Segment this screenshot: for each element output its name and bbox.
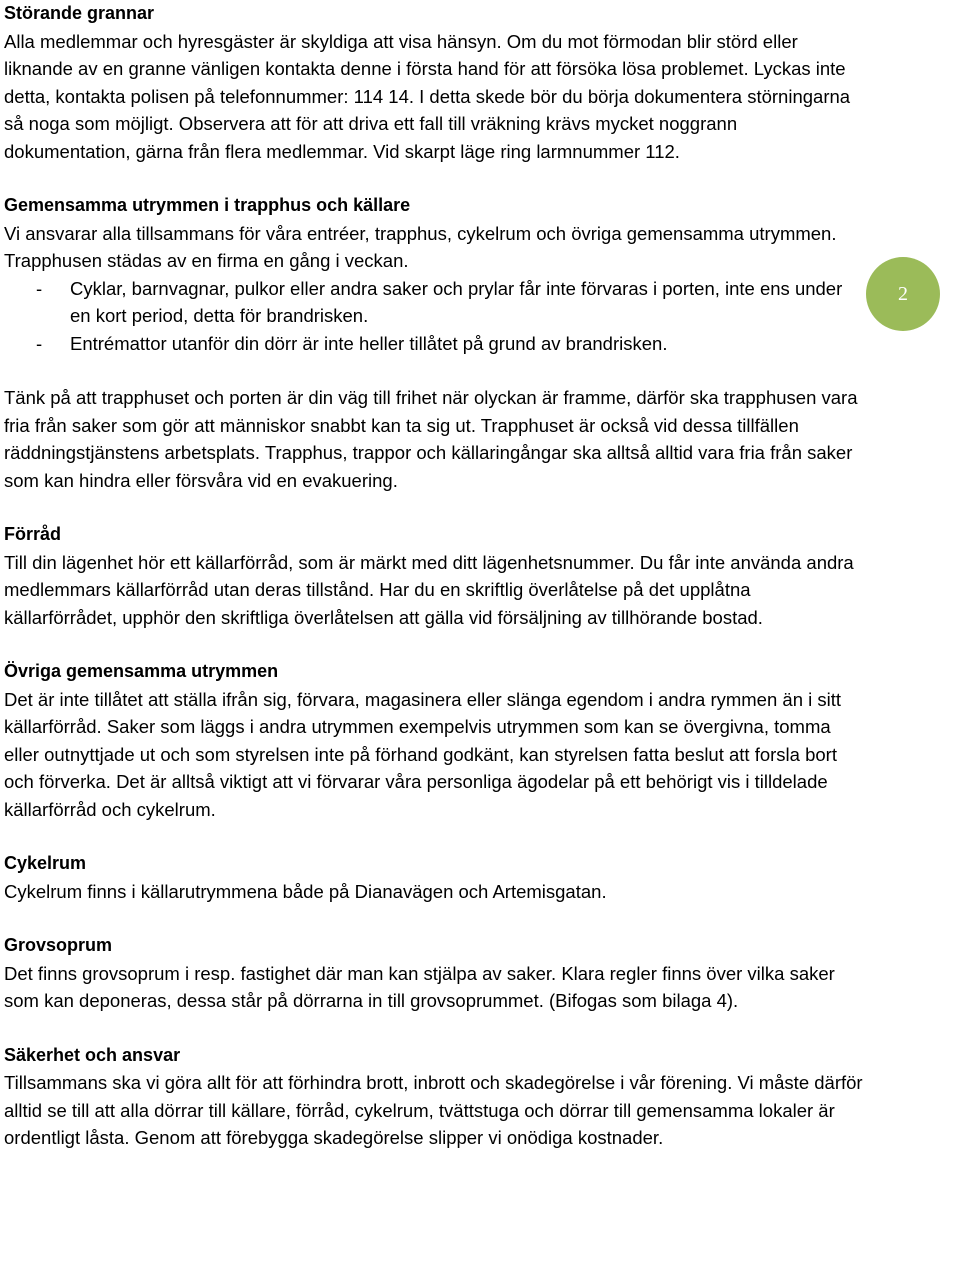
section-body: Det finns grovsoprum i resp. fastighet där man kan stjälpa av saker. Klara regler finns över vilka saker som kan deponeras, dessa står på dörrarna in till grovsoprummet. (Bifogas som bilaga 4). — [4, 962, 835, 1011]
section-heading: Säkerhet och ansvar — [4, 1044, 181, 1065]
document-page — [4, 0, 864, 1179]
section-heading: Förråd — [4, 524, 62, 544]
section-heading: Cykelrum — [4, 853, 87, 873]
section-body: Alla medlemmar och hyresgäster är skyldiga att visa hänsyn. Om du mot förmodan blir störd eller liknande av en granne vänligen kontakta denne i första hand för att försöka lösa problemet. Lyckas inte detta, kontakta polisen på telefonnummer: 114 14. I detta skede bör du börja dokumentera störningarna så noga som möjligt. Observera att för att driva ett fall till vräkning krävs mycket noggrann dokumentation, gärna från flera medlemmar. Vid skarpt läge ring larmnummer 112. — [4, 30, 851, 162]
section-trapphus — [4, 384, 864, 494]
list-item-text: Entrémattor utanför din dörr är inte heller tillåtet på grund av brandrisken. — [70, 332, 668, 354]
section-body: Vi ansvarar alla tillsammans för våra entréer, trapphus, cykelrum och övriga gemensamma utrymmen. Trapphusen städas av en firma en gång i veckan. — [4, 222, 837, 271]
section-heading: Störande grannar — [4, 3, 155, 23]
section-heading: Grovsoprum — [4, 935, 113, 955]
list-item-text: Cyklar, barnvagnar, pulkor eller andra saker och prylar får inte förvaras i porten, inte ens under en kort period, detta för brandrisken. — [70, 277, 843, 326]
section-forrad — [4, 521, 864, 631]
bullet-dash: - — [36, 277, 43, 299]
section-grovsoprum — [4, 932, 864, 1015]
section-gemensamma-utrymmen — [4, 192, 864, 357]
section-heading: Gemensamma utrymmen i trapphus och källare — [4, 195, 411, 215]
bullet-list — [4, 275, 864, 358]
section-cykelrum — [4, 850, 864, 905]
section-body: Cykelrum finns i källarutrymmena både på Dianavägen och Artemisgatan. — [4, 880, 607, 902]
section-sakerhet — [4, 1042, 864, 1152]
page-number-badge — [866, 257, 940, 331]
section-body: Till din lägenhet hör ett källarförråd, som är märkt med ditt lägenhetsnummer. Du får inte använda andra medlemmars källarförråd utan deras tillstånd. Har du en skriftlig överlåtelse på det upplåtna källarförrådet, upphör den skriftliga överlåtelsen att gälla vid försäljning av tillhörande bostad. — [4, 551, 854, 628]
bullet-dash: - — [36, 332, 43, 354]
section-body: Tänk på att trapphuset och porten är din väg till frihet när olyckan är framme, därför ska trapphusen vara fria från saker som gör att människor snabbt kan ta sig ut. Trapphuset är också vid dessa tillfällen räddningstjänstens arbetsplats. Trapphus, trappor och källaringångar ska alltså alltid vara fria från saker som kan hindra eller försvåra vid en evakuering. — [4, 387, 858, 491]
section-body: Det är inte tillåtet att ställa ifrån sig, förvara, magasinera eller slänga egendom i andra rymmen än i sitt källarförråd. Saker som läggs i andra utrymmen exempelvis utrymmen som kan se övergivna, tomma eller outnyttjade ut och som styrelsen inte på förhand godkänt, kan styrelsen fatta beslut att forsla bort och förverka. Det är alltså viktigt att vi förvarar våra personliga ägodelar på ett behörigt vis i tilldelade källarförråd och cykelrum. — [4, 688, 842, 820]
list-item — [4, 330, 864, 358]
section-heading: Övriga gemensamma utrymmen — [4, 661, 279, 681]
page-number: 2 — [898, 282, 908, 305]
section-ovriga-utrymmen — [4, 658, 864, 823]
list-item — [4, 275, 864, 330]
section-body: Tillsammans ska vi göra allt för att förhindra brott, inbrott och skadegörelse i vår förening. Vi måste därför alltid se till att alla dörrar till källare, förråd, cykelrum, tvättstuga och dörrar till gemensamma lokaler är ordentligt låsta. Genom att förebygga skadegörelse slipper vi onödiga kostnader. — [4, 1072, 863, 1148]
section-storande-grannar — [4, 0, 864, 165]
